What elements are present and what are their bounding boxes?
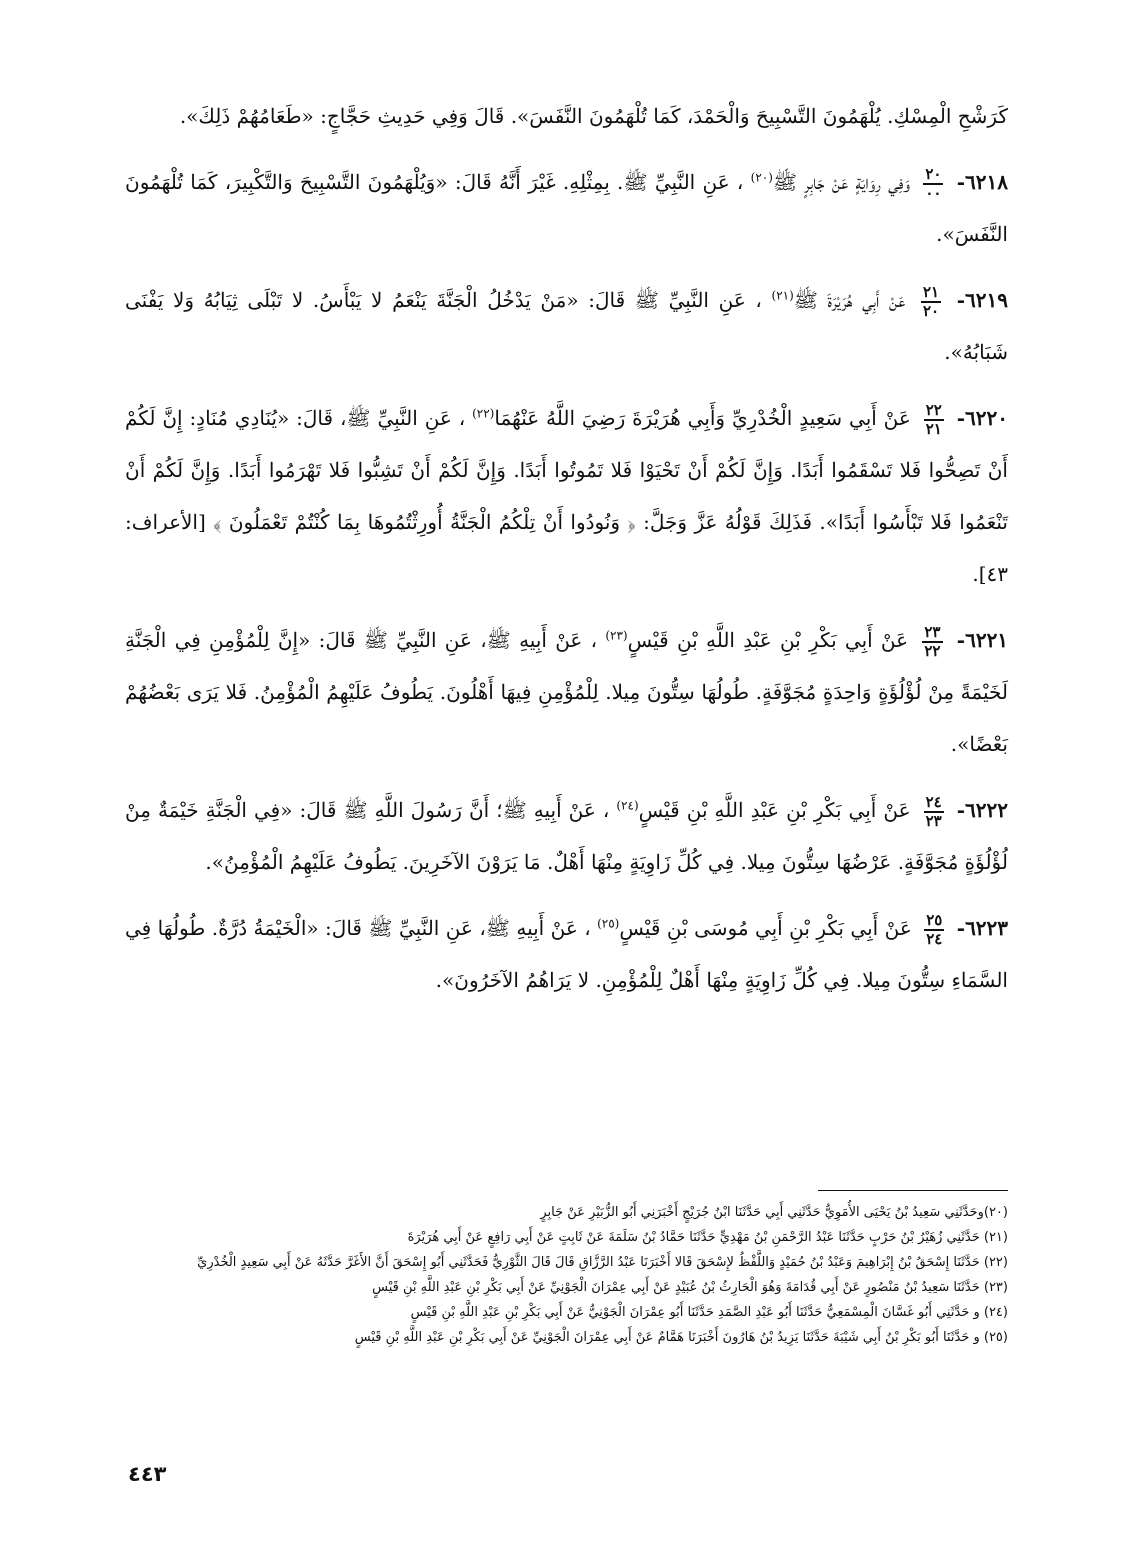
hadith-text: ، عَنِ النَّبِيِّ ﷺ قَالَ: «مَنْ يَدْخُلُ الْجَنَّةَ يَنْعَمُ لا يَبْأَسُ. لا تَبْلَى ثِيَابُهُ وَلا يَفْنَى شَبَابُهُ». <box>125 288 1008 364</box>
hadith-number: ٦٢١٨- <box>956 170 1008 194</box>
hadith-text: ، عَنْ أَبِيهِ ﷺ؛ أَنَّ رَسُولَ اللَّهِ ﷺ قَالَ: «فِي الْجَنَّةِ خَيْمَةٌ مِنْ لُؤْلُؤَةٍ مُجَوَّفَةٍ. عَرْضُهَا سِتُّونَ مِيلا. فِي كُلِّ زَاوِيَةٍ مِنْهَا أَهْلٌ. مَا يَرَوْنَ الآخَرِينَ. يَطُوفُ عَلَيْهِمُ الْمُؤْمِنُ». <box>125 798 1008 874</box>
hadith-index-fraction: $\frac{٢٥}{٢٤}$ <box>926 910 943 948</box>
hadith-index-fraction: $\frac{٢٢}{٢١}$ <box>925 400 942 438</box>
hadith-index-fraction: $\frac{٢١}{٢٠}$ <box>922 282 940 320</box>
hadith-narrator: عَنْ أَبِي بَكْرِ بْنِ عَبْدِ اللَّهِ بْنِ قَيْسٍ <box>638 798 911 822</box>
hadith-number: ٦٢٢٢- <box>956 798 1009 822</box>
footnote-25: (٢٥) و حَدَّثَنَا أَبُو بَكْرِ بْنُ أَبِي شَيْبَةَ حَدَّثَنَا يَزِيدُ بْنُ هَارُونَ أَخْبَرَنَا هَمَّامٌ عَنْ أَبِي عِمْرَانَ الْجَوْنِيِّ عَنْ أَبِي بَكْرِ بْنِ عَبْدِ اللَّهِ بْنِ قَيْسٍ <box>354 1330 1008 1345</box>
page-body <box>125 90 1008 1020</box>
hadith-6223 <box>125 902 1008 1006</box>
intro-paragraph: كَرَشْحِ الْمِسْكِ. يُلْهَمُونَ التَّسْبِيحَ وَالْحَمْدَ، كَمَا تُلْهَمُونَ النَّفَسَ». قَالَ وَفِي حَدِيثِ حَجَّاجٍ: «طَعَامُهُمْ ذَلِكَ». <box>179 104 1008 128</box>
hadith-6218 <box>125 156 1008 260</box>
hadith-text: ، عَنْ أَبِيهِ ﷺ، عَنِ النَّبِيِّ ﷺ قَالَ: «الْخَيْمَةُ دُرَّةٌ. طُولُهَا فِي السَّمَاءِ سِتُّونَ مِيلا. فِي كُلِّ زَاوِيَةٍ مِنْهَا أَهْلٌ لِلْمُؤْمِنِ. لا يَرَاهُمُ الآخَرُونَ». <box>125 916 1008 992</box>
footnote-24: (٢٤) و حَدَّثَنِي أَبُو غَسَّانَ الْمِسْمَعِيُّ حَدَّثَنَا أَبُو عَبْدِ الصَّمَدِ حَدَّثَنَا أَبُو عِمْرَانَ الْجَوْنِيُّ عَنْ أَبِي بَكْرِ بْنِ عَبْدِ اللَّهِ بْنِ قَيْسٍ <box>410 1305 1008 1320</box>
main-text <box>125 90 1008 1006</box>
hadith-narrator: عَنْ أَبِي سَعِيدٍ الْخُدْرِيِّ وَأَبِي هُرَيْرَةَ رَضِيَ اللَّهُ عَنْهُمَا <box>494 406 911 430</box>
hadith-text: ، عَنِ النَّبِيِّ ﷺ. بِمِثْلِهِ. غَيْرَ أَنَّهُ قَالَ: «وَيُلْهَمُونَ التَّسْبِيحَ وَالتَّكْبِيرَ، كَمَا تُلْهَمُونَ النَّفَسَ». <box>125 170 1008 246</box>
hadith-6222 <box>125 784 1008 888</box>
footnote-ref[interactable]: (٢٠) <box>750 170 773 185</box>
footnote-20: (٢٠)وحَدَّثَنِي سَعِيدُ بْنُ يَحْيَى الأُمَوِيُّ حَدَّثَنِي أَبِي حَدَّثَنَا ابْنُ جُرَيْجٍ أَخْبَرَنِي أَبُو الزُّبَيْرِ عَنْ جَابِرٍ <box>540 1205 1008 1220</box>
footnote-21: (٢١) حَدَّثَنِي زُهَيْرُ بْنُ حَرْبٍ حَدَّثَنَا عَبْدُ الرَّحْمَنِ بْنُ مَهْدِيٍّ حَدَّثَنَا حَمَّادُ بْنُ سَلَمَةَ عَنْ ثَابِتٍ عَنْ أَبِي رَافِعٍ عَنْ أَبِي هُرَيْرَةَ <box>407 1230 1008 1245</box>
hadith-number: ٦٢٢١- <box>956 628 1009 652</box>
hadith-narrator: عَنْ أَبِي هُرَيْرَةَ ﷺ <box>793 288 906 312</box>
hadith-text: ، عَنْ أَبِيهِ ﷺ، عَنِ النَّبِيِّ ﷺ قَالَ: «إِنَّ لِلْمُؤْمِنِ فِي الْجَنَّةِ لَخَيْمَةً مِنْ لُؤْلُؤَةٍ وَاحِدَةٍ مُجَوَّفَةٍ. طُولُهَا سِتُّونَ مِيلا. لِلْمُؤْمِنِ فِيهَا أَهْلُونَ. يَطُوفُ عَلَيْهِمُ الْمُؤْمِنُ. فَلا يَرَى بَعْضُهُمْ بَعْضًا». <box>125 628 1008 756</box>
footnote-ref[interactable]: (٢٤) <box>616 798 639 813</box>
page-number: ٤٤٣ <box>128 1462 167 1486</box>
footnote-22: (٢٢) حَدَّثَنَا إِسْحَقُ بْنُ إِبْرَاهِيمَ وَعَبْدُ بْنُ حُمَيْدٍ وَاللَّفْظُ لإِسْحَقَ قَالا أَخْبَرَنَا عَبْدُ الرَّزَّاقِ قَالَ قَالَ الثَّوْرِيُّ فَحَدَّثَنِي أَبُو إِسْحَقَ أَنَّ الأَغَرَّ حَدَّثَهُ عَنْ أَبِي سَعِيدٍ الْخُدْرِيِّ <box>197 1255 1008 1270</box>
footnote-ref[interactable]: (٢١) <box>771 288 794 303</box>
footnotes <box>125 1200 1008 1350</box>
hadith-narrator: وَفِي رِوَايَةٍ عَنْ جَابِرٍ ﷺ <box>772 170 911 194</box>
hadith-index-fraction: $\frac{٢٠}{٠٠}$ <box>925 164 942 202</box>
hadith-index-fraction: $\frac{٢٤}{٢٣}$ <box>925 792 942 830</box>
hadith-number: ٦٢٢٣- <box>956 916 1009 940</box>
footnote-ref[interactable]: (٢٢) <box>472 406 495 421</box>
hadith-number: ٦٢٢٠- <box>956 406 1009 430</box>
hadith-index-fraction: $\frac{٢٣}{٢٢}$ <box>924 622 941 660</box>
hadith-6221 <box>125 614 1008 770</box>
footnote-ref[interactable]: (٢٥) <box>597 916 620 931</box>
hadith-text: ، عَنِ النَّبِيِّ ﷺ، قَالَ: «يُنَادِي مُنَادٍ: إِنَّ لَكُمْ أَنْ تَصِحُّوا فَلا تَسْقَمُوا أَبَدًا. وَإِنَّ لَكُمْ أَنْ تَحْيَوْا فَلا تَمُوتُوا أَبَدًا. وَإِنَّ لَكُمْ أَنْ تَشِبُّوا فَلا تَهْرَمُوا أَبَدًا. وَإِنَّ لَكُمْ أَنْ تَنْعَمُوا فَلا تَبْأَسُوا أَبَدًا». فَذَلِكَ قَوْلُهُ عَزَّ وَجَلَّ: ﴿ وَنُودُوا أَنْ تِلْكُمُ الْجَنَّةُ أُورِثْتُمُوهَا بِمَا كُنْتُمْ تَعْمَلُونَ ﴾ [الأعراف: ٤٣]. <box>125 406 1008 586</box>
footnote-ref[interactable]: (٢٣) <box>605 628 628 643</box>
footnote-divider <box>818 1190 1008 1191</box>
hadith-narrator: عَنْ أَبِي بَكْرِ بْنِ عَبْدِ اللَّهِ بْنِ قَيْسٍ <box>627 628 909 652</box>
hadith-6219 <box>125 274 1008 378</box>
footnote-23: (٢٣) حَدَّثَنَا سَعِيدُ بْنُ مَنْصُورٍ عَنْ أَبِي قُدَامَةَ وَهُوَ الْحَارِثُ بْنُ عُبَيْدٍ عَنْ أَبِي عِمْرَانَ الْجَوْنِيِّ عَنْ أَبِي بَكْرِ بْنِ عَبْدِ اللَّهِ بْنِ قَيْسٍ <box>372 1280 1008 1295</box>
hadith-narrator: عَنْ أَبِي بَكْرِ بْنِ أَبِي مُوسَى بْنِ قَيْسٍ <box>619 916 912 940</box>
hadith-6220 <box>125 392 1008 600</box>
hadith-number: ٦٢١٩- <box>956 288 1009 312</box>
